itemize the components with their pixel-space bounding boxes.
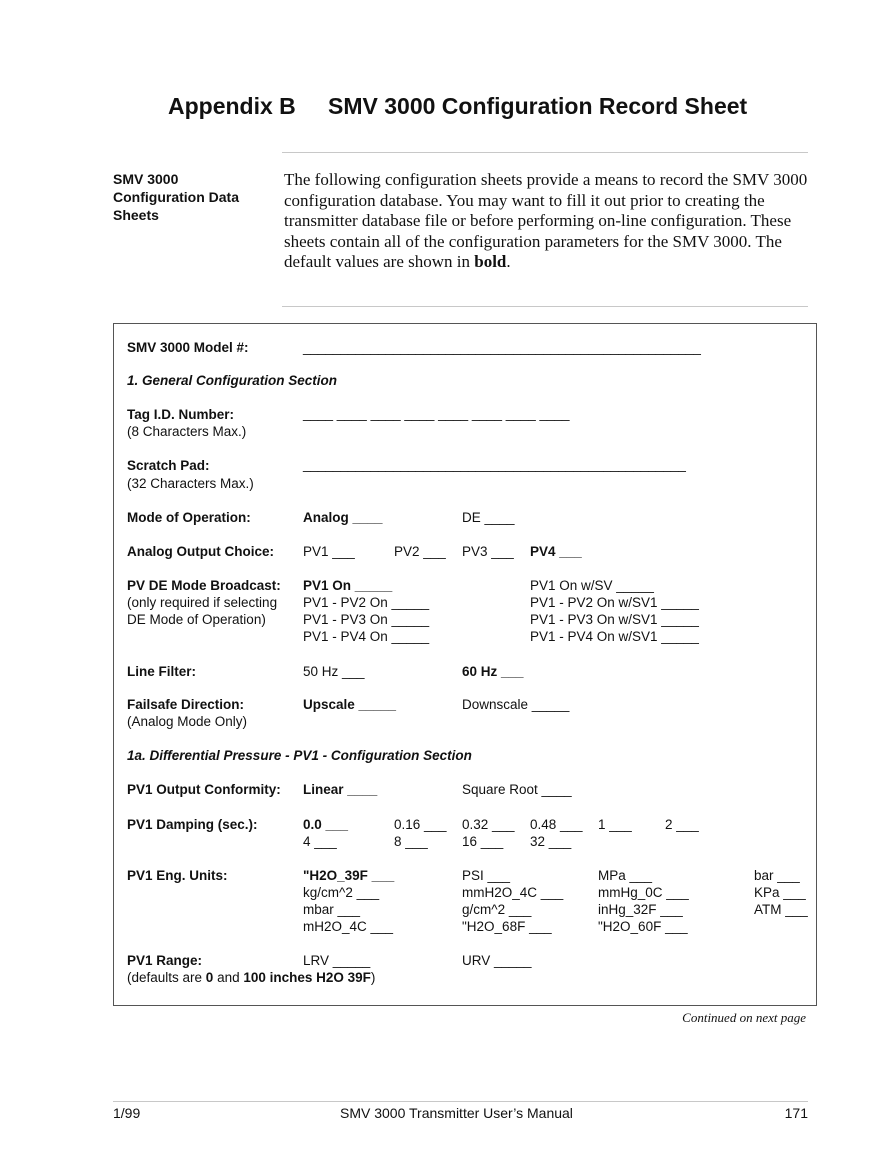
damping-option[interactable]: 32 ___ (530, 834, 572, 849)
pvde-option[interactable]: PV1 - PV3 On w/SV1 _____ (530, 612, 699, 627)
pvde-label: PV DE Mode Broadcast: (127, 578, 281, 593)
damping-label: PV1 Damping (sec.): (127, 817, 258, 832)
config-record-box (113, 323, 817, 1006)
model-label: SMV 3000 Model #: (127, 340, 249, 355)
footer-page-number: 171 (784, 1105, 808, 1121)
pvde-note: (only required if selecting (127, 595, 278, 610)
side-heading-line: Sheets (113, 207, 159, 223)
damping-option[interactable]: 4 ___ (303, 834, 337, 849)
damping-option[interactable]: 1 ___ (598, 817, 632, 832)
eng-unit-option[interactable]: mmH2O_4C ___ (462, 885, 564, 900)
range-note-text: and (213, 970, 244, 985)
intro-bold: bold (474, 252, 507, 271)
conformity-linear[interactable]: Linear ____ (303, 782, 378, 797)
pvde-option[interactable]: PV1 - PV2 On _____ (303, 595, 430, 610)
appendix-label: Appendix B (168, 93, 296, 119)
eng-unit-option[interactable]: "H2O_68F ___ (462, 919, 552, 934)
mode-label: Mode of Operation: (127, 510, 251, 525)
mode-de-option[interactable]: DE ____ (462, 510, 515, 525)
section-dp-heading: 1a. Differential Pressure - PV1 - Configuration Section (127, 748, 472, 763)
range-note-text: ) (370, 970, 376, 985)
range-label: PV1 Range: (127, 953, 203, 968)
intro-text: The following configuration sheets provide a means to record the SMV 3000 configuration database. You may want to fill it out prior to creating the transmitter database file or before performing on-line configuration. These sheets contain all of the configuration parameters for the SMV 3000. The default values are shown in (284, 170, 808, 271)
damping-option[interactable]: 0.16 ___ (394, 817, 447, 832)
pvde-option[interactable]: PV1 - PV2 On w/SV1 _____ (530, 595, 699, 610)
range-urv-field[interactable]: URV _____ (462, 953, 532, 968)
range-note-urv-default: 100 inches H2O 39F (243, 970, 371, 985)
mode-analog-option[interactable]: Analog ____ (303, 510, 383, 525)
failsafe-downscale[interactable]: Downscale _____ (462, 697, 570, 712)
footer-date: 1/99 (113, 1105, 141, 1121)
failsafe-note: (Analog Mode Only) (127, 714, 248, 729)
eng-unit-option[interactable]: mbar ___ (303, 902, 361, 917)
eng-unit-option[interactable]: g/cm^2 ___ (462, 902, 532, 917)
eng-unit-option[interactable]: inHg_32F ___ (598, 902, 683, 917)
failsafe-upscale[interactable]: Upscale _____ (303, 697, 397, 712)
model-field[interactable]: _____________________________________________________ (303, 340, 701, 355)
pvde-note: DE Mode of Operation) (127, 612, 266, 627)
section-general-heading: 1. General Configuration Section (127, 373, 338, 388)
line-filter-60hz[interactable]: 60 Hz ___ (462, 664, 524, 679)
line-filter-label: Line Filter: (127, 664, 197, 679)
scratch-label: Scratch Pad: (127, 458, 210, 473)
pvde-option[interactable]: PV1 - PV3 On _____ (303, 612, 430, 627)
conformity-square-root[interactable]: Square Root ____ (462, 782, 572, 797)
range-note (127, 969, 375, 986)
eng-unit-option[interactable]: bar ___ (754, 868, 800, 883)
pvde-option[interactable]: PV1 - PV4 On w/SV1 _____ (530, 629, 699, 644)
eng-unit-option[interactable]: KPa ___ (754, 885, 806, 900)
pvde-option[interactable]: PV1 - PV4 On _____ (303, 629, 430, 644)
eng-unit-option[interactable]: kg/cm^2 ___ (303, 885, 380, 900)
damping-option[interactable]: 2 ___ (665, 817, 699, 832)
analog-output-pv4[interactable]: PV4 ___ (530, 544, 582, 559)
tag-label: Tag I.D. Number: (127, 407, 235, 422)
damping-option[interactable]: 16 ___ (462, 834, 504, 849)
pvde-option[interactable]: PV1 On _____ (303, 578, 393, 593)
damping-option[interactable]: 8 ___ (394, 834, 428, 849)
footer-manual-title: SMV 3000 Transmitter User’s Manual (340, 1105, 573, 1121)
eng-unit-option[interactable]: ATM ___ (754, 902, 808, 917)
tag-field[interactable]: ____ ____ ____ ____ ____ ____ ____ ____ (303, 406, 570, 421)
range-note-text: (defaults are (127, 970, 206, 985)
eng-unit-option[interactable]: "H2O_60F ___ (598, 919, 688, 934)
analog-output-pv2[interactable]: PV2 ___ (394, 544, 446, 559)
line-filter-50hz[interactable]: 50 Hz ___ (303, 664, 365, 679)
intro-end: . (506, 252, 511, 271)
damping-option[interactable]: 0.0 ___ (303, 817, 349, 832)
range-note-lrv-default: 0 (205, 970, 214, 985)
continued-note: Continued on next page (682, 1010, 806, 1025)
analog-output-label: Analog Output Choice: (127, 544, 274, 559)
failsafe-label: Failsafe Direction: (127, 697, 245, 712)
tag-note: (8 Characters Max.) (127, 424, 247, 439)
scratch-note: (32 Characters Max.) (127, 476, 254, 491)
analog-output-pv1[interactable]: PV1 ___ (303, 544, 355, 559)
analog-output-pv3[interactable]: PV3 ___ (462, 544, 514, 559)
eng-units-label: PV1 Eng. Units: (127, 868, 228, 883)
header-rule (282, 152, 808, 153)
damping-option[interactable]: 0.48 ___ (530, 817, 583, 832)
side-heading (113, 170, 273, 224)
intro-paragraph (284, 170, 808, 273)
eng-unit-option[interactable]: MPa ___ (598, 868, 653, 883)
page-title: SMV 3000 Configuration Record Sheet (328, 93, 748, 119)
eng-unit-option[interactable]: PSI ___ (462, 868, 511, 883)
side-heading-line: Configuration Data (113, 189, 239, 205)
scratch-field[interactable]: ___________________________________________________ (303, 457, 686, 472)
eng-unit-option[interactable]: mmHg_0C ___ (598, 885, 689, 900)
eng-unit-option[interactable]: mH2O_4C ___ (303, 919, 394, 934)
footer-rule (113, 1101, 808, 1102)
eng-unit-option[interactable]: "H2O_39F ___ (303, 868, 395, 883)
conformity-label: PV1 Output Conformity: (127, 782, 281, 797)
side-heading-line: SMV 3000 (113, 171, 179, 187)
pvde-option[interactable]: PV1 On w/SV _____ (530, 578, 654, 593)
damping-option[interactable]: 0.32 ___ (462, 817, 515, 832)
intro-rule (282, 306, 808, 307)
range-lrv-field[interactable]: LRV _____ (303, 953, 371, 968)
